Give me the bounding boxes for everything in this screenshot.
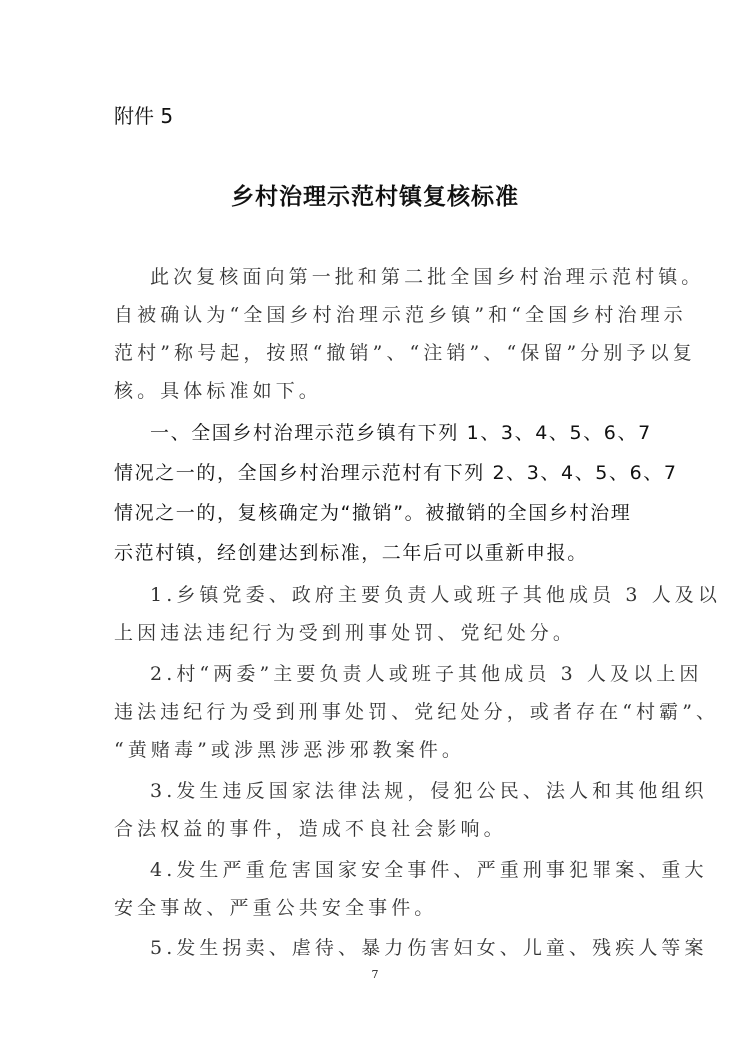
section-one-line: 情况之一的，全国乡村治理示范村有下列 2、3、4、5、6、7 — [114, 462, 678, 484]
intro-line: 自被确认为“全国乡村治理示范乡镇”和“全国乡村治理示 — [114, 304, 687, 326]
item-2-line: 2.村“两委”主要负责人或班子其他成员 3 人及以上因 — [150, 663, 703, 685]
section-one-line: 情况之一的，复核确定为“撤销”。被撤销的全国乡村治理 — [114, 502, 632, 524]
item-4-line: 4.发生严重危害国家安全事件、严重刑事犯罪案、重大 — [150, 859, 708, 881]
attachment-label: 附件 5 — [114, 104, 174, 128]
item-1-line: 上因违法违纪行为受到刑事处罚、党纪处分。 — [114, 622, 577, 644]
document-title: 乡村治理示范村镇复核标准 — [231, 183, 519, 210]
section-one-line: 一、全国乡村治理示范乡镇有下列 1、3、4、5、6、7 — [150, 422, 652, 444]
intro-line: 此次复核面向第一批和第二批全国乡村治理示范村镇。 — [150, 266, 705, 288]
item-2-line: 违法违纪行为受到刑事处罚、党纪处分，或者存在“村霸”、 — [114, 701, 720, 723]
item-1-line: 1.乡镇党委、政府主要负责人或班子其他成员 3 人及以 — [150, 584, 721, 606]
page-number: 7 — [371, 968, 379, 981]
item-3-line: 合法权益的事件，造成不良社会影响。 — [114, 818, 507, 840]
item-2-line: “黄赌毒”或涉黑涉恶涉邪教案件。 — [114, 739, 466, 761]
item-5-line: 5.发生拐卖、虐待、暴力伤害妇女、儿童、残疾人等案 — [150, 937, 708, 959]
section-one-line: 示范村镇，经创建达到标准，二年后可以重新申报。 — [114, 542, 588, 564]
item-4-line: 安全事故、严重公共安全事件。 — [114, 897, 438, 919]
intro-line: 核。具体标准如下。 — [114, 380, 322, 402]
intro-line: 范村”称号起，按照“撤销”、“注销”、“保留”分别予以复 — [114, 342, 696, 364]
item-3-line: 3.发生违反国家法律法规，侵犯公民、法人和其他组织 — [150, 780, 708, 802]
